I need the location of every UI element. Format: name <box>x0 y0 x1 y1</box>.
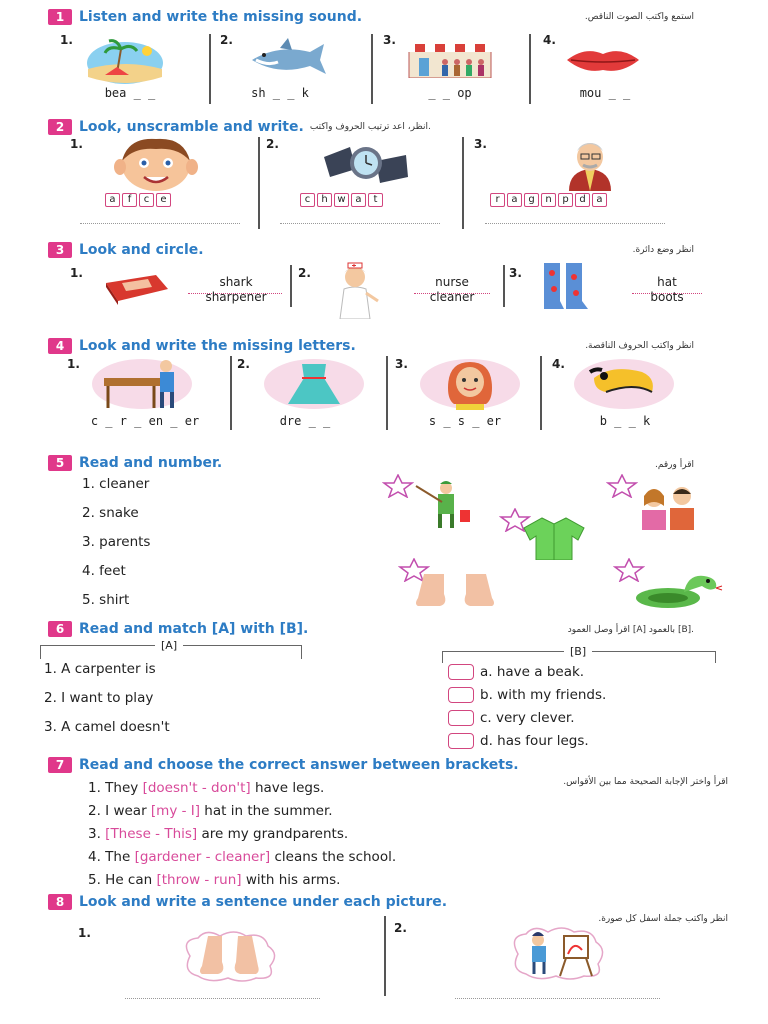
item-number: 3. <box>383 33 396 47</box>
sister-icon <box>418 358 522 410</box>
sentence <box>88 826 348 842</box>
item-number: 3. <box>395 357 408 371</box>
letter-box: w <box>334 193 349 207</box>
match-item-b <box>448 664 584 680</box>
option-word[interactable]: cleaner <box>429 290 475 304</box>
option-word[interactable]: boots <box>650 290 684 304</box>
arabic-instruction: اقرأ ورقم. <box>655 460 694 470</box>
beach-icon <box>85 37 165 85</box>
section-number: 8 <box>48 894 72 910</box>
letter-box: g <box>524 193 539 207</box>
snake-icon <box>632 570 724 610</box>
bracket-choice[interactable]: [my - I] <box>150 803 201 819</box>
missing-sound-word: mou _ _ <box>579 86 631 100</box>
section-number: 1 <box>48 9 72 25</box>
match-item-a: 2. I want to play <box>44 690 154 706</box>
divider <box>290 265 292 307</box>
section-number: 6 <box>48 621 72 637</box>
number-box[interactable] <box>448 664 474 680</box>
column-a-label: [A] <box>155 639 183 652</box>
sentence-text: are my grandparents. <box>197 826 349 842</box>
scrambled-letters <box>490 193 609 207</box>
sentence-text: 2. I wear <box>88 803 151 819</box>
boots-icon <box>542 263 592 311</box>
item-number: 1. <box>70 266 83 280</box>
letter-box: a <box>351 193 366 207</box>
section-2-header <box>48 119 431 135</box>
divider <box>540 356 542 430</box>
sentence-text: cleans the school. <box>270 849 397 865</box>
sentence-text: hat in the summer. <box>200 803 333 819</box>
star-icon[interactable] <box>382 474 414 498</box>
sentence <box>88 803 333 819</box>
letter-box: e <box>156 193 171 207</box>
section-4 <box>0 330 768 440</box>
column-b-label: [B] <box>564 645 592 658</box>
cleaner-icon <box>412 480 474 528</box>
arabic-instruction: انظر وضع دائرة. <box>632 245 694 255</box>
sentence-text: 4. The <box>88 849 135 865</box>
missing-sound-word: bea _ _ <box>104 86 156 100</box>
section-title: Read and choose the correct answer between brackets. <box>79 757 519 773</box>
divider <box>209 34 211 104</box>
section-6 <box>0 615 768 755</box>
item-number: 4. <box>552 357 565 371</box>
item-number: 1. <box>78 926 91 940</box>
missing-letters-word: c _ r _ en _ er <box>90 414 200 428</box>
sentence <box>88 849 396 865</box>
match-item-a: 1. A carpenter is <box>44 661 156 677</box>
letter-box: a <box>507 193 522 207</box>
feet-icon <box>414 574 498 608</box>
item-number: 1. <box>60 33 73 47</box>
section-1-header <box>48 9 362 25</box>
letter-box: p <box>558 193 573 207</box>
item-number: 2. <box>298 266 311 280</box>
arabic-instruction: استمع واكتب الصوت الناقص. <box>584 12 694 22</box>
item-number: 3. <box>474 137 487 151</box>
divider <box>230 356 232 430</box>
sentence-text: 5. He can <box>88 872 157 888</box>
bracket-choice[interactable]: [doesn't - don't] <box>142 780 251 796</box>
option-word[interactable]: nurse <box>435 275 469 289</box>
section-5 <box>0 448 768 618</box>
section-3-header <box>48 242 204 258</box>
match-text: d. has four legs. <box>480 733 589 749</box>
item-number: 2. <box>266 137 279 151</box>
answer-line[interactable] <box>485 223 665 224</box>
missing-letters-word: b _ _ k <box>599 414 651 428</box>
divider <box>529 34 531 104</box>
list-item: 1. cleaner <box>82 476 150 492</box>
option-word[interactable]: shark <box>219 275 253 289</box>
match-item-a: 3. A camel doesn't <box>44 719 170 735</box>
sentence-text: 3. <box>88 826 106 842</box>
section-2 <box>0 115 768 235</box>
grandpa-icon <box>555 137 625 191</box>
sentence-text: with his arms. <box>241 872 341 888</box>
section-1 <box>0 0 768 115</box>
match-text: a. have a beak. <box>480 664 585 680</box>
letter-box: r <box>490 193 505 207</box>
match-item-b <box>448 687 606 703</box>
number-box[interactable] <box>448 687 474 703</box>
list-item: 5. shirt <box>82 592 130 608</box>
item-number: 2. <box>220 33 233 47</box>
item-number: 2. <box>237 357 250 371</box>
beak-icon <box>572 358 676 410</box>
arabic-instruction: انظر، اعد ترتيب الحروف واكتب. <box>309 122 431 132</box>
item-number: 4. <box>543 33 556 47</box>
letter-box: f <box>122 193 137 207</box>
missing-letters-word: s _ s _ er <box>428 414 502 428</box>
answer-line[interactable] <box>280 223 440 224</box>
bracket-choice[interactable]: [gardener - cleaner] <box>134 849 271 865</box>
arabic-instruction: انظر واكتب جملة اسفل كل صورة. <box>598 914 728 924</box>
letter-box: d <box>575 193 590 207</box>
shark-icon <box>248 38 328 80</box>
option-word[interactable]: sharpener <box>205 290 267 304</box>
section-number: 7 <box>48 757 72 773</box>
item-number: 1. <box>70 137 83 151</box>
arabic-instruction: اقرأ وصل العمود [A] بالعمود [B]. <box>567 625 694 635</box>
divider <box>462 137 464 229</box>
section-3 <box>0 235 768 330</box>
divider <box>503 265 505 307</box>
section-7 <box>0 752 768 892</box>
shirt-icon <box>522 516 586 560</box>
option-word[interactable]: hat <box>657 275 677 289</box>
item-number: 3. <box>509 266 522 280</box>
match-text: b. with my friends. <box>480 687 607 703</box>
missing-sound-word: _ _ op <box>428 86 472 100</box>
list-item: 3. parents <box>82 534 151 550</box>
scrambled-letters <box>105 193 173 207</box>
section-title: Look and write a sentence under each picture. <box>79 894 448 910</box>
section-4-header <box>48 338 356 354</box>
feet-icon <box>180 930 280 982</box>
match-text: c. very clever. <box>480 710 575 726</box>
painter-icon <box>508 924 604 982</box>
sentence-text: 1. They <box>88 780 143 796</box>
section-title: Look, unscramble and write. <box>79 119 304 135</box>
dress-icon <box>262 358 366 410</box>
sentence-text: have legs. <box>250 780 325 796</box>
face-icon <box>108 135 204 191</box>
bracket-choice[interactable]: [These - This] <box>105 826 198 842</box>
letter-box: h <box>317 193 332 207</box>
watch-icon <box>320 139 410 185</box>
section-title: Read and match [A] with [B]. <box>79 621 309 637</box>
nurse-icon <box>330 261 380 319</box>
sharpener-icon <box>102 273 172 305</box>
sentence-answer-line[interactable] <box>125 998 320 999</box>
section-8-header <box>48 894 447 910</box>
section-title: Read and number. <box>79 455 223 471</box>
sentence-answer-line[interactable] <box>455 998 660 999</box>
sentence <box>88 780 324 796</box>
carpenter-icon <box>90 358 194 410</box>
sentence <box>88 872 340 888</box>
section-6-header <box>48 621 308 637</box>
section-title: Look and circle. <box>79 242 204 258</box>
match-item-b <box>448 733 589 749</box>
divider <box>384 916 386 996</box>
missing-letters-word: dre _ _ <box>279 414 331 428</box>
list-item: 4. feet <box>82 563 126 579</box>
missing-sound-word: sh _ _ k <box>251 86 309 100</box>
letter-box: t <box>368 193 383 207</box>
parents-icon <box>630 486 706 530</box>
section-title: Look and write the missing letters. <box>79 338 356 354</box>
list-item: 2. snake <box>82 505 139 521</box>
letter-box: c <box>300 193 315 207</box>
number-box[interactable] <box>448 733 474 749</box>
scrambled-letters <box>300 193 385 207</box>
letter-box: a <box>105 193 120 207</box>
divider <box>386 356 388 430</box>
arabic-instruction: انظر واكتب الحروف الناقصة. <box>585 341 694 351</box>
number-box[interactable] <box>448 710 474 726</box>
mouth-icon <box>565 46 641 74</box>
divider <box>258 137 260 229</box>
answer-line[interactable] <box>80 223 240 224</box>
bracket-choice[interactable]: [throw - run] <box>156 872 242 888</box>
shop-icon <box>405 40 495 78</box>
section-8 <box>0 890 768 1024</box>
match-item-b <box>448 710 575 726</box>
section-5-header <box>48 455 222 471</box>
section-number: 2 <box>48 119 72 135</box>
section-number: 4 <box>48 338 72 354</box>
section-7-header <box>48 757 519 773</box>
letter-box: c <box>139 193 154 207</box>
letter-box: n <box>541 193 556 207</box>
section-number: 5 <box>48 455 72 471</box>
divider <box>371 34 373 104</box>
section-title: Listen and write the missing sound. <box>79 9 363 25</box>
letter-box: a <box>592 193 607 207</box>
section-number: 3 <box>48 242 72 258</box>
item-number: 2. <box>394 921 407 935</box>
arabic-instruction: اقرأ واختر الإجابة الصحيحة مما بين الأقواس. <box>563 777 728 787</box>
item-number: 1. <box>67 357 80 371</box>
